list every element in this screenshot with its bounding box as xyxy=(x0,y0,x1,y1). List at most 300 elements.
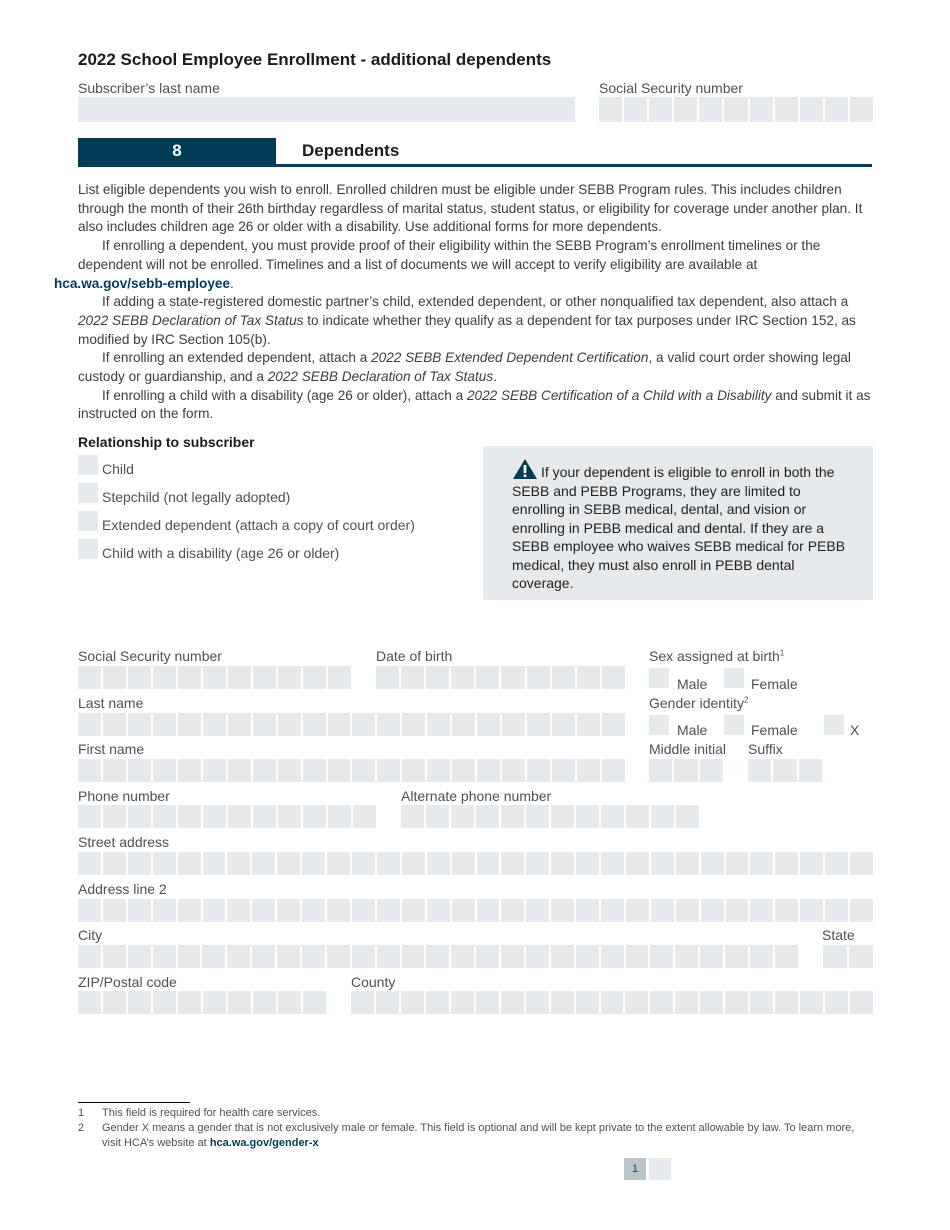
extended-dependent-checkbox[interactable] xyxy=(78,511,98,531)
char-box xyxy=(477,852,500,875)
subscriber-last-name-input[interactable] xyxy=(78,97,575,122)
char-box xyxy=(825,97,848,122)
char-box xyxy=(178,945,201,968)
char-box xyxy=(78,805,101,828)
section-title: Dependents xyxy=(302,141,400,160)
char-box xyxy=(700,759,723,782)
char-box xyxy=(625,991,648,1014)
sebb-employee-link[interactable]: hca.wa.gov/sebb-employee xyxy=(54,275,231,291)
char-box xyxy=(750,97,773,122)
dob-label: Date of birth xyxy=(376,648,453,664)
city-label: City xyxy=(78,927,103,943)
char-box xyxy=(427,899,450,922)
char-box xyxy=(451,805,474,828)
char-box xyxy=(526,945,549,968)
instructions-p4: If enrolling an extended dependent, attach a 2022 SEBB Extended Dependent Certification, a valid court order showing legal custody or guardianship, and a 2022 SEBB Declaration of Tax Status. xyxy=(78,350,851,385)
char-box xyxy=(552,759,575,782)
char-box xyxy=(402,759,425,782)
street-address-label: Street address xyxy=(78,834,170,850)
char-box xyxy=(178,991,201,1014)
char-box xyxy=(477,713,500,736)
char-box xyxy=(725,945,748,968)
last-name-label: Last name xyxy=(78,695,144,711)
alt-phone-input[interactable] xyxy=(401,805,699,828)
char-box xyxy=(850,97,873,122)
form-title: 2022 School Employee Enrollment - additional dependents xyxy=(78,50,552,69)
char-box xyxy=(799,759,822,782)
char-box xyxy=(477,899,500,922)
sex-label: Sex assigned at birth$^1$ xyxy=(649,648,785,664)
char-box xyxy=(128,805,151,828)
char-box xyxy=(376,991,399,1014)
char-box xyxy=(800,852,823,875)
street-address-input[interactable] xyxy=(78,852,873,875)
char-box xyxy=(601,899,624,922)
section-header xyxy=(78,138,872,167)
char-box xyxy=(577,666,600,689)
suffix-label: Suffix xyxy=(748,741,783,757)
char-box xyxy=(153,945,176,968)
char-box xyxy=(253,991,276,1014)
zip-label: ZIP/Postal code xyxy=(78,974,177,990)
instructions-p1: List eligible dependents you wish to enroll. Enrolled children must be eligible under SEBB Program rules. This includes children through the month of their 26th birthday regardless of marital status, student status, or eligibility for coverage under another plan. It also includes children age 26 or older with a disability. Use additional forms for more dependents. xyxy=(78,182,863,235)
char-box xyxy=(153,805,176,828)
char-box xyxy=(775,991,798,1014)
char-box xyxy=(227,899,250,922)
char-box xyxy=(675,945,698,968)
char-box xyxy=(451,945,474,968)
char-box xyxy=(576,899,599,922)
alt-phone-label: Alternate phone number xyxy=(401,788,552,804)
char-box xyxy=(699,97,722,122)
char-box xyxy=(724,97,747,122)
dob-input[interactable] xyxy=(376,666,625,689)
char-box xyxy=(526,991,549,1014)
char-box xyxy=(352,759,375,782)
char-box xyxy=(576,945,599,968)
gender-x-checkbox[interactable] xyxy=(824,715,844,735)
char-box xyxy=(203,899,226,922)
suffix-input[interactable] xyxy=(748,759,822,782)
disabled-child-label: Child with a disability (age 26 or older) xyxy=(102,545,340,561)
char-box xyxy=(303,805,326,828)
char-box xyxy=(252,899,275,922)
char-box xyxy=(626,805,649,828)
char-box xyxy=(302,852,325,875)
char-box xyxy=(228,805,251,828)
char-box xyxy=(302,945,325,968)
char-box xyxy=(328,759,351,782)
char-box xyxy=(501,666,524,689)
char-box xyxy=(228,991,251,1014)
char-box xyxy=(203,759,226,782)
char-box xyxy=(674,97,697,122)
char-box xyxy=(402,713,425,736)
char-box xyxy=(527,713,550,736)
sex-female-checkbox[interactable] xyxy=(724,668,744,688)
child-checkbox[interactable] xyxy=(78,455,98,475)
sex-male-label: Male xyxy=(677,676,708,692)
state-label: State xyxy=(822,927,855,943)
char-box xyxy=(527,666,550,689)
instructions-p3: If adding a state-registered domestic partner’s child, extended dependent, or other nonqualified tax dependent, also attach a 2022 SEBB Declaration of Tax Status to indicate whether they qualify as a dependent for tax purposes under IRC Section 152, as modified by IRC Section 105(b). xyxy=(78,294,856,347)
char-box xyxy=(775,899,798,922)
char-box xyxy=(676,805,699,828)
char-box xyxy=(476,805,499,828)
zip-input[interactable] xyxy=(78,991,326,1014)
char-box xyxy=(278,666,301,689)
gender-male-checkbox[interactable] xyxy=(649,715,669,735)
char-box xyxy=(352,945,375,968)
char-box xyxy=(577,759,600,782)
gender-female-checkbox[interactable] xyxy=(724,715,744,735)
char-box xyxy=(601,945,624,968)
char-box xyxy=(402,945,425,968)
char-box xyxy=(675,991,698,1014)
char-box xyxy=(426,945,449,968)
char-box xyxy=(501,805,524,828)
char-box xyxy=(402,899,425,922)
char-box xyxy=(228,759,251,782)
char-box xyxy=(351,991,374,1014)
char-box xyxy=(253,805,276,828)
char-box xyxy=(726,852,749,875)
char-box xyxy=(153,713,176,736)
char-box xyxy=(725,991,748,1014)
char-box xyxy=(128,759,151,782)
char-box xyxy=(452,852,475,875)
gender-male-label: Male xyxy=(677,722,708,738)
char-box xyxy=(800,97,823,122)
char-box xyxy=(203,852,226,875)
char-box xyxy=(502,713,525,736)
char-box xyxy=(178,713,201,736)
gender-x-label: X xyxy=(850,722,860,738)
char-box xyxy=(153,759,176,782)
char-box xyxy=(849,945,873,968)
char-box xyxy=(377,759,400,782)
middle-initial-input[interactable] xyxy=(649,759,723,782)
char-box xyxy=(178,759,201,782)
char-box xyxy=(551,899,574,922)
char-box xyxy=(775,945,798,968)
char-box xyxy=(649,97,672,122)
char-box xyxy=(526,852,549,875)
char-box xyxy=(750,899,773,922)
char-box xyxy=(476,991,499,1014)
char-box xyxy=(825,991,848,1014)
char-box xyxy=(203,991,226,1014)
char-box xyxy=(750,945,773,968)
char-box xyxy=(377,852,400,875)
char-box xyxy=(377,899,400,922)
char-box xyxy=(78,991,101,1014)
char-box xyxy=(551,945,574,968)
char-box xyxy=(501,899,524,922)
char-box xyxy=(203,713,226,736)
char-box xyxy=(128,852,151,875)
char-box xyxy=(178,852,201,875)
char-box xyxy=(303,991,326,1014)
char-box xyxy=(277,899,300,922)
char-box xyxy=(278,991,301,1014)
char-box xyxy=(178,805,201,828)
char-box xyxy=(602,666,625,689)
char-box xyxy=(401,805,424,828)
char-box xyxy=(650,945,673,968)
char-box xyxy=(278,759,301,782)
char-box xyxy=(328,805,351,828)
char-box xyxy=(452,713,475,736)
sex-male-checkbox[interactable] xyxy=(649,668,669,688)
char-box xyxy=(103,666,126,689)
last-name-input[interactable] xyxy=(78,713,625,736)
char-box xyxy=(153,666,176,689)
char-box xyxy=(850,899,873,922)
char-box xyxy=(577,713,600,736)
char-box xyxy=(526,899,549,922)
char-box xyxy=(252,945,275,968)
char-box xyxy=(800,899,823,922)
county-label: County xyxy=(351,974,396,990)
char-box xyxy=(78,852,101,875)
footnote-2: 2 Gender X means a gender that is not exclusively male or female. This field is optional and will be kept private to the extent allowable by law. To learn more, visit HCA’s website at hca.wa.gov/gender-x xyxy=(78,1122,855,1149)
phone-label: Phone number xyxy=(78,788,170,804)
sex-female-label: Female xyxy=(751,676,798,692)
char-box xyxy=(676,899,699,922)
state-input[interactable] xyxy=(823,945,873,968)
char-box xyxy=(576,991,599,1014)
char-box xyxy=(103,899,126,922)
char-box xyxy=(501,945,524,968)
char-box xyxy=(850,991,873,1014)
first-name-label: First name xyxy=(78,741,145,757)
char-box xyxy=(252,852,275,875)
char-box xyxy=(328,713,351,736)
dependent-ssn-label: Social Security number xyxy=(78,648,222,664)
footnote-1: 1 This field is required for health care services. xyxy=(78,1107,321,1119)
char-box xyxy=(451,991,474,1014)
relationship-heading: Relationship to subscriber xyxy=(78,434,255,450)
char-box xyxy=(277,852,300,875)
char-box xyxy=(178,899,201,922)
char-box xyxy=(178,666,201,689)
char-box xyxy=(203,805,226,828)
char-box xyxy=(427,759,450,782)
char-box xyxy=(476,945,499,968)
char-box xyxy=(352,899,375,922)
char-box xyxy=(227,945,250,968)
char-box xyxy=(726,899,749,922)
char-box xyxy=(278,805,301,828)
char-box xyxy=(353,805,376,828)
char-box xyxy=(376,666,399,689)
dependent-ssn-input[interactable] xyxy=(78,666,351,689)
char-box xyxy=(601,805,624,828)
char-box xyxy=(700,945,723,968)
char-box xyxy=(626,899,649,922)
char-box xyxy=(649,759,672,782)
char-box xyxy=(153,852,176,875)
char-box xyxy=(426,991,449,1014)
char-box xyxy=(327,899,350,922)
char-box xyxy=(626,852,649,875)
dual-enrollment-notice xyxy=(483,446,873,600)
char-box xyxy=(626,945,649,968)
subscriber-ssn-input[interactable] xyxy=(599,97,873,122)
char-box xyxy=(501,852,524,875)
city-input[interactable] xyxy=(78,945,798,968)
char-box xyxy=(526,805,549,828)
char-box xyxy=(451,666,474,689)
char-box xyxy=(624,97,647,122)
address-line2-input[interactable] xyxy=(78,899,873,922)
middle-initial-label: Middle initial xyxy=(649,741,727,757)
char-box xyxy=(78,713,101,736)
char-box xyxy=(651,899,674,922)
char-box xyxy=(253,666,276,689)
char-box xyxy=(327,945,350,968)
char-box xyxy=(303,666,326,689)
char-box xyxy=(377,945,400,968)
char-box xyxy=(773,759,796,782)
char-box xyxy=(103,713,126,736)
subscriber-ssn-label: Social Security number xyxy=(599,80,743,96)
char-box xyxy=(277,945,300,968)
char-box xyxy=(128,666,151,689)
subscriber-last-name-label: Subscriber’s last name xyxy=(78,80,220,96)
char-box xyxy=(78,759,101,782)
char-box xyxy=(650,991,673,1014)
char-box xyxy=(601,991,624,1014)
child-label: Child xyxy=(102,461,134,477)
char-box xyxy=(227,852,250,875)
address-line2-label: Address line 2 xyxy=(78,881,167,897)
char-box xyxy=(750,852,773,875)
char-box xyxy=(78,666,101,689)
char-box xyxy=(527,759,550,782)
char-box xyxy=(551,991,574,1014)
char-box xyxy=(576,805,599,828)
char-box xyxy=(775,852,798,875)
char-box xyxy=(850,852,873,875)
footnote-divider xyxy=(78,1102,190,1103)
char-box xyxy=(651,852,674,875)
char-box xyxy=(352,852,375,875)
char-box xyxy=(401,991,424,1014)
char-box xyxy=(401,666,424,689)
gender-female-label: Female xyxy=(751,722,798,738)
char-box xyxy=(128,991,151,1014)
page-number: 1 xyxy=(624,1158,646,1180)
section-number: 8 xyxy=(78,138,276,164)
char-box xyxy=(477,759,500,782)
notice-text: If your dependent is eligible to enroll in both the SEBB and PEBB Programs, they are limited to enrolling in SEBB medical, dental, and vision or enrolling in PEBB medical and dental. If they are a SEBB employee who waives SEBB medical for PEBB medical, they must also enroll in PEBB dental coverage. xyxy=(512,464,846,591)
char-box xyxy=(203,666,226,689)
char-box xyxy=(601,852,624,875)
char-box xyxy=(452,899,475,922)
char-box xyxy=(202,945,225,968)
char-box xyxy=(551,805,574,828)
char-box xyxy=(153,991,176,1014)
instructions xyxy=(54,181,874,424)
char-box xyxy=(602,713,625,736)
char-box xyxy=(327,852,350,875)
char-box xyxy=(128,713,151,736)
char-box xyxy=(676,852,699,875)
char-box xyxy=(700,991,723,1014)
char-box xyxy=(128,945,151,968)
char-box xyxy=(103,945,126,968)
stepchild-label: Stepchild (not legally adopted) xyxy=(102,489,291,505)
gender-identity-label: Gender identity$^2$ xyxy=(649,695,749,711)
gender-x-link[interactable]: hca.wa.gov/gender-x xyxy=(209,1137,319,1149)
char-box xyxy=(552,713,575,736)
char-box xyxy=(825,852,848,875)
char-box xyxy=(775,97,798,122)
page-next-box xyxy=(649,1158,671,1180)
warning-icon xyxy=(512,458,538,480)
char-box xyxy=(602,759,625,782)
char-box xyxy=(228,713,251,736)
char-box xyxy=(599,97,622,122)
first-name-input[interactable] xyxy=(78,759,625,782)
char-box xyxy=(426,666,449,689)
char-box xyxy=(302,899,325,922)
char-box xyxy=(701,852,724,875)
char-box xyxy=(103,852,126,875)
char-box xyxy=(823,945,847,968)
char-box xyxy=(402,852,425,875)
char-box xyxy=(103,805,126,828)
char-box xyxy=(303,759,326,782)
char-box xyxy=(502,759,525,782)
char-box xyxy=(750,991,773,1014)
instructions-p2: If enrolling a dependent, you must provide proof of their eligibility within the SEBB Program’s enrollment timelines or the dependent will not be enrolled. Timelines and a list of documents we will accept to verify eligibility are available at hca.wa.gov/sebb-employee. xyxy=(78,237,874,293)
char-box xyxy=(352,713,375,736)
char-box xyxy=(253,759,276,782)
char-box xyxy=(552,666,575,689)
char-box xyxy=(825,899,848,922)
disabled-child-checkbox[interactable] xyxy=(78,539,98,559)
char-box xyxy=(651,805,674,828)
char-box xyxy=(426,805,449,828)
char-box xyxy=(748,759,771,782)
char-box xyxy=(103,991,126,1014)
char-box xyxy=(78,945,101,968)
char-box xyxy=(228,666,251,689)
char-box xyxy=(153,899,176,922)
char-box xyxy=(427,713,450,736)
char-box xyxy=(328,666,351,689)
char-box xyxy=(576,852,599,875)
char-box xyxy=(476,666,499,689)
extended-dependent-label: Extended dependent (attach a copy of court order) xyxy=(102,517,415,533)
char-box xyxy=(303,713,326,736)
char-box xyxy=(278,713,301,736)
char-box xyxy=(674,759,697,782)
char-box xyxy=(427,852,450,875)
char-box xyxy=(452,759,475,782)
phone-input[interactable] xyxy=(78,805,376,828)
stepchild-checkbox[interactable] xyxy=(78,483,98,503)
char-box xyxy=(501,991,524,1014)
county-input[interactable] xyxy=(351,991,873,1014)
instructions-p5: If enrolling a child with a disability (age 26 or older), attach a 2022 SEBB Certification of a Child with a Disability and submit it as instructed on the form. xyxy=(78,387,871,422)
char-box xyxy=(128,899,151,922)
char-box xyxy=(551,852,574,875)
char-box xyxy=(800,991,823,1014)
